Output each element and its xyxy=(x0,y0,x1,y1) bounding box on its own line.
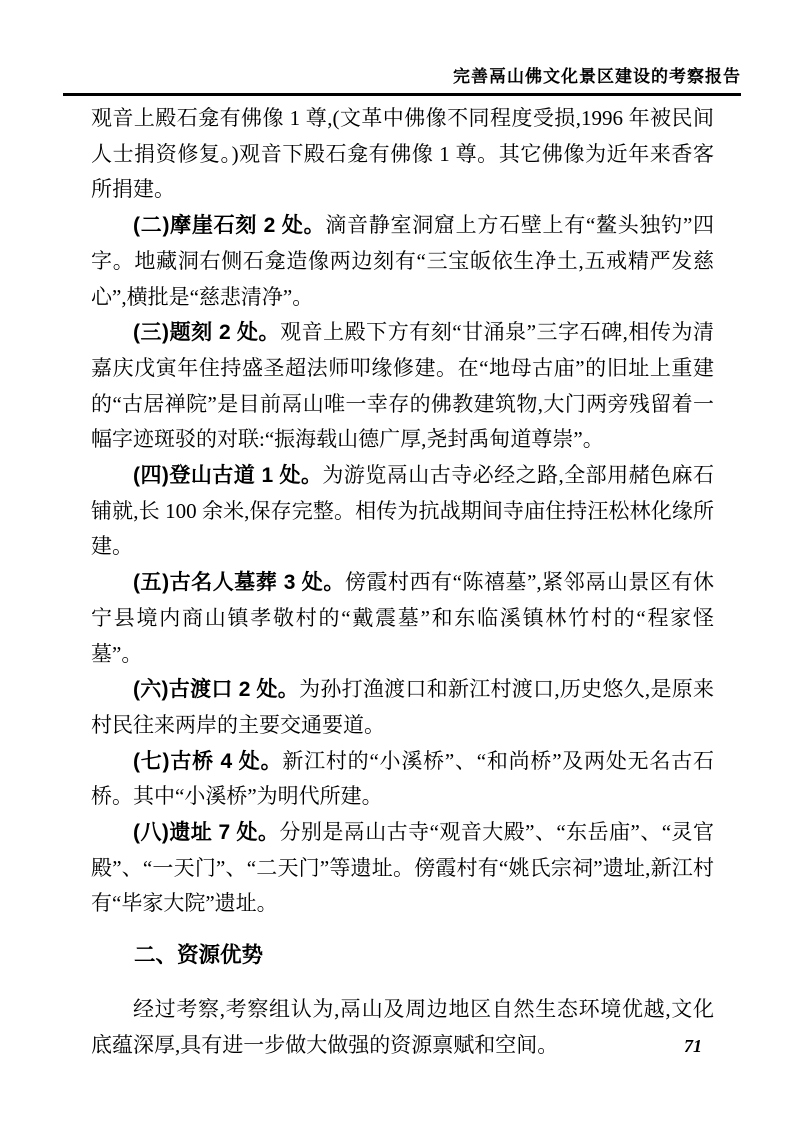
paragraph-text: 滴音静室洞窟上方石壁上有“鳌头独钓”四字。地藏洞右侧石龛造像两边刻有“三宝皈依生净土,五戒精严发慈心”,横批是“慈悲清净”。 xyxy=(91,213,714,309)
paragraph-text: 为孙打渔渡口和新江村渡口,历史悠久,是原来村民往来两岸的主要交通要道。 xyxy=(91,677,714,737)
paragraph-lead: (六)古渡口 2 处。 xyxy=(133,678,300,702)
body-paragraph xyxy=(91,208,714,315)
body-paragraph xyxy=(91,565,714,672)
closing-paragraph: 经过考察,考察组认为,鬲山及周边地区自然生态环境优越,文化底蕴深厚,具有进一步做大做强的资源禀赋和空间。 xyxy=(91,996,714,1057)
paragraph-text: 新江村的“小溪桥”、“和尚桥”及两处无名古石桥。其中“小溪桥”为明代所建。 xyxy=(91,748,714,809)
section-heading: 二、资源优势 xyxy=(134,943,264,968)
report-header-title: 完善鬲山佛文化景区建设的考察报告 xyxy=(453,67,741,86)
paragraph-lead: (八)遗址 7 处。 xyxy=(133,821,280,845)
body-paragraph xyxy=(91,315,714,458)
page-number: 71 xyxy=(684,1036,702,1056)
paragraph-text: 为游览鬲山古寺必经之路,全部用赭色麻石铺就,长 100 余米,保存完整。相传为抗战期间寺庙住持汪松林化缘所建。 xyxy=(91,463,714,559)
body-paragraph xyxy=(91,101,714,208)
paragraph-text: 分别是鬲山古寺“观音大殿”、“东岳庙”、“灵官殿”、“一天门”、“二天门”等遗址。傍霞村有“姚氏宗祠”遗址,新江村有“毕家大院”遗址。 xyxy=(91,820,714,916)
page-header xyxy=(63,62,741,96)
document-body xyxy=(91,101,714,1063)
paragraph-lead: (五)古名人墓葬 3 处。 xyxy=(133,571,345,595)
paragraph-text: 观音上殿石龛有佛像 1 尊,(文革中佛像不同程度受损,1996 年被民间人士捐资修复。)观音下殿石龛有佛像 1 尊。其它佛像为近年来香客所捐建。 xyxy=(91,106,714,202)
paragraph-lead: (三)题刻 2 处。 xyxy=(133,321,281,345)
body-paragraph xyxy=(91,458,714,565)
body-paragraph xyxy=(91,672,714,743)
body-paragraph xyxy=(91,815,714,922)
paragraph-lead: (四)登山古道 1 处。 xyxy=(133,464,323,488)
body-paragraph xyxy=(91,744,714,815)
paragraph-lead: (七)古桥 4 处。 xyxy=(133,749,283,773)
paragraph-lead: (二)摩崖石刻 2 处。 xyxy=(133,214,326,238)
paragraph-text: 傍霞村西有“陈禧墓”,紧邻鬲山景区有休宁县境内商山镇孝敬村的“戴震墓”和东临溪镇林竹村的“程家怪墓”。 xyxy=(91,570,714,666)
paragraph-text: 观音上殿下方有刻“甘涌泉”三字石碑,相传为清嘉庆戊寅年住持盛圣超法师叩缘修建。在“地母古庙”的旧址上重建的“古居禅院”是目前鬲山唯一幸存的佛教建筑物,大门两旁残留着一幅字迹斑驳的对联:“振海载山德广厚,尧封禹甸道尊崇”。 xyxy=(91,320,715,452)
